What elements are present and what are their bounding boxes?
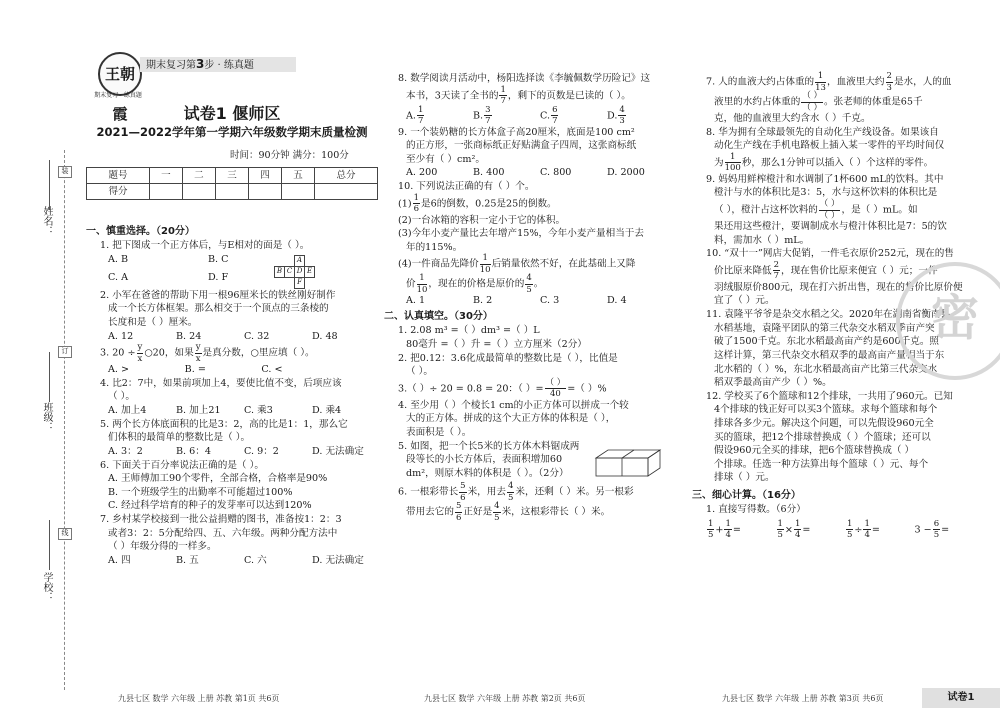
options-row: C. A D. F	[108, 271, 229, 283]
calc-item: $\frac{1}{5}$ ÷ $\frac{1}{4}$ =	[847, 518, 880, 541]
question: 10. “双十一”网店大促销，一件毛衣原价252元，现在的售	[706, 248, 954, 260]
question: 12. 学校买了6个篮球和12个排球，一共用了960元。已知	[706, 390, 953, 402]
question: 9. 一个装奶糖的长方体盒子高20厘米，底面是100 cm²	[398, 126, 635, 138]
binding-tag: 装	[58, 166, 72, 178]
question-5-block: 5. 如图，把一个长5米的长方体木料锯成两 段等长的小长方体后，表面积增加60 dm²，则原木料的体积是（ ）。（2分）	[384, 440, 674, 481]
brand-logo: 王朝霞	[98, 52, 142, 96]
cuboid-figure	[594, 448, 664, 478]
class-line	[49, 352, 50, 402]
page-footer: 九县七区 数学 六年级 上册 苏教 第1页 共6页	[118, 694, 280, 703]
name-line	[49, 160, 50, 210]
watermark-stamp: 密	[896, 262, 1000, 380]
question: 4. 至少用（ ）个棱长1 cm的小正方体可以拼成一个较	[398, 399, 629, 411]
brand-logo-sub: 期末复习 · 练真题	[94, 92, 142, 99]
options-row: A. 加上4 B. 加上21 C. 乘3 D. 乘4	[108, 405, 342, 417]
question: 11. 袁隆平爷爷是杂交水稻之父。2020年在湖南省衡南县	[706, 309, 951, 321]
column-1: 一、慎重选择。（20分） 1. 把下图成一个正方体后，与E相对的面是（ ）。 A. B B. C C. A D. F A B C D E F 2. 小军在爸爸的帮助下用一根96厘米长的铁丝刚好制作 成一个长方体框架。那么相交于一个顶点的三条棱的 长度和是（ ）厘米。 A. 12 B. 24 C. 32 D. 48 3. 20 ÷ $\frac{y}{x}$ ○20，如果 $\frac{y}{x}$ 是真分数，○里应填（ ）。 A. > B. = C. < 4. 比2：7中，如果前项加上4，要使比值不变，后项应该 （ ）。 A. 加上4 B. 加上21 C. 乘3 D. 乘4 5. 两个长方体底面积的比是3：2，高的比是1：1，那么它 们体积的最简单的整数比是（ ）。 A. 3：2 B. 6：4 C. 9：2 D. 无法确定 6. 下面关于百分率说法正确的是（ ）。 A. 王师傅加工90个零件，全部合格，合格率是90% B. 一个班级学生的出勤率不可能超过100% C. 经过科学培育的种子的发芽率可以达到120% 7. 乡村某学校接到一批公益捐赠的图书，准备按1：2：3 或者3：2：5分配给四、五、六年级。两种分配方法中 （ ）年级分得的一样多。 A. 四 B. 五 C. 六 D. 无法确定	[86, 225, 380, 567]
option: B. 一个班级学生的出勤率不可能超过100%	[108, 486, 293, 498]
name-label: 姓名：	[41, 206, 52, 236]
options-row: A. > B. = C. <	[108, 364, 283, 376]
q1-options-block	[86, 253, 380, 289]
question: 8. 数学阅读月活动中，杨阳选择读《李毓佩数学历险记》这	[398, 73, 651, 84]
paper-label: 试卷1	[922, 688, 1000, 708]
question: 5. 两个长方体底面积的比是3：2，高的比是1：1，那么它	[100, 418, 348, 430]
question: 1. 直接写得数。（6分）	[706, 504, 806, 516]
section-heading: 三、细心计算。（16分）	[692, 490, 801, 502]
exam-title: 试卷1 偃师区	[183, 104, 281, 123]
question: 3.（ ）÷ 20 = 0.8 = 20：（ ）= $\frac{( )}{40}$ =（ ）%	[398, 377, 607, 400]
score-table: 题号 一 二 三 四 五 总分 得分	[86, 167, 378, 200]
section-heading: 二、认真填空。（30分）	[384, 311, 493, 323]
column-2: 8. 数学阅读月活动中，杨阳选择读《李毓佩数学历险记》这 本书，3天读了全书的 $\frac{1}{7}$ ，剩下的页数是已读的（ ）。 A. $\frac{1}{7}$ B. $\frac{3}{7}$ C. $\frac{6}{7}$ D. $\frac{4}{3}$ 9. 一个装奶糖的长方体盒子高20厘米，底面是100 cm² 的正方形，一张商标纸正好贴满盒子四周，这张商标纸 至少有（ ）cm²。 A. 200 B. 400 C. 800 D. 2000 10. 下列说法正确的有（ ）个。 (1) $\frac{1}{6}$ 是6的倒数，0.25是25的倒数。 (2)一台冰箱的容积一定小于它的体积。 (3)今年小麦产量比去年增产15%，今年小麦产量相当于去 年的115%。 (4)一件商品先降价 $\frac{1}{10}$ 后销量依然不好，在此基础上又降 价 $\frac{1}{10}$ ，现在的价格是原价的 $\frac{4}{5}$ 。 A. 1 B. 2 C. 3 D. 4 二、认真填空。（30分） 1. 2.08 m³ =（ ）dm³ =（ ）L 80毫升 =（ ）升 =（ ）立方厘米（2分） 2. 把0.12：3.6化成最简单的整数比是（ ），比值是 （ ）。 3.（ ）÷ 20 = 0.8 = 20：（ ）= $\frac{( )}{40}$ =（ ）% 4. 至少用（ ）个棱长1 cm的小正方体可以拼成一个较 大的正方体。拼成的这个大正方体的体积是（ ）， 表面积是（ ）。 5. 如图，把一个长5米的长方体木料锯成两 段等长的小长方体后，表面积增加60 dm²，则原木料的体积是（ ）。（2分） 6. 一根彩带长 $\frac{5}{6}$ 米，用去 $\frac{4}{5}$ 米，还剩（ ）米。另一根彩 带用去它的 $\frac{5}{6}$ 正好是 $\frac{4}{5}$ 米，这根彩带长（ ）米。	[384, 72, 674, 522]
page-footer: 九县七区 数学 六年级 上册 苏教 第2页 共6页	[424, 694, 586, 703]
page-footer: 九县七区 数学 六年级 上册 苏教 第3页 共6页	[722, 694, 884, 703]
options-row: A. 1 B. 2 C. 3 D. 4	[406, 295, 627, 307]
question: 4. 比2：7中，如果前项加上4，要使比值不变，后项应该	[100, 377, 342, 389]
question: 5. 如图，把一个长5米的长方体木料锯成两	[398, 440, 580, 452]
calc-item: $\frac{1}{5}$ × $\frac{1}{4}$ =	[777, 518, 811, 541]
options-row: A. B B. C	[108, 253, 229, 265]
question: 6. 一根彩带长 $\frac{5}{6}$ 米，用去 $\frac{4}{5}$ 米，还剩（ ）米。另一根彩	[398, 481, 634, 503]
binding-tag: 线	[58, 528, 72, 540]
school-label: 学校：	[41, 572, 52, 602]
options-row: A. $\frac{1}{7}$ B. $\frac{3}{7}$ C. $\frac{6}{7}$ D. $\frac{4}{3}$	[406, 104, 625, 127]
question: 1. 2.08 m³ =（ ）dm³ =（ ）L	[398, 325, 540, 337]
question: 3. 20 ÷ $\frac{y}{x}$ ○20，如果 $\frac{y}{x}$ 是真分数，○里应填（ ）。	[100, 342, 315, 364]
question: 10. 下列说法正确的有（ ）个。	[398, 181, 535, 193]
option: C. 经过科学培育的种子的发芽率可以达到120%	[108, 500, 312, 512]
section-heading: 一、慎重选择。（20分）	[86, 226, 195, 237]
exam-subtitle: 2021—2022学年第一学期六年级数学期末质量检测	[96, 125, 368, 139]
school-line	[49, 520, 50, 570]
options-row: A. 12 B. 24 C. 32 D. 48	[108, 330, 338, 342]
options-row: A. 200 B. 400 C. 800 D. 2000	[406, 167, 645, 179]
calc-item: 3 − $\frac{6}{5}$ =	[914, 518, 950, 541]
question: 7. 人的血液大约占体重的 $\frac{1}{13}$ ，血液里大约 $\frac{2}{3}$ 是水，人的血	[706, 71, 952, 93]
options-row: A. 四 B. 五 C. 六 D. 无法确定	[108, 554, 364, 566]
question: 2. 小军在爸爸的帮助下用一根96厘米长的铁丝刚好制作	[100, 289, 336, 301]
option: A. 王师傅加工90个零件，全部合格，合格率是90%	[108, 473, 328, 485]
exam-time: 时间：90分钟 满分：100分	[230, 150, 349, 161]
question: 8. 华为拥有全球最领先的自动化生产线设备。如果该自	[706, 126, 939, 138]
binding-tag: 订	[58, 346, 72, 358]
question: 6. 下面关于百分率说法正确的是（ ）。	[100, 459, 264, 471]
class-label: 班级：	[41, 402, 52, 432]
step-banner: 期末复习第3步 · 练真题	[140, 57, 296, 72]
binding-dashed-line	[64, 150, 65, 690]
question: 1. 把下图成一个正方体后，与E相对的面是（ ）。	[100, 240, 310, 252]
options-row: A. 3：2 B. 6：4 C. 9：2 D. 无法确定	[108, 445, 364, 457]
question: 9. 妈妈用鲜榨橙汁和水调制了1杯600 mL的饮料。其中	[706, 173, 944, 185]
question: 7. 乡村某学校接到一批公益捐赠的图书，准备按1：2：3	[100, 513, 342, 525]
question: 2. 把0.12：3.6化成最简单的整数比是（ ），比值是	[398, 352, 618, 364]
column-3: 7. 人的血液大约占体重的 $\frac{1}{13}$ ，血液里大约 $\frac{2}{3}$ 是水，人的血 液里的水约占体重的 $\frac{( )}{( )}$ 。张老师的体重是65千 克，他的血液里大约含水（ ）千克。 8. 华为拥有全球最领先的自动化生产线设备。如果该自 动化生产线在手机电路板上插入某一零件的平均时间仅 为 $\frac{1}{100}$ 秒，那么1分钟可以插入（ ）个这样的零件。 9. 妈妈用鲜榨橙汁和水调制了1杯600 mL的饮料。其中 橙汁与水的体积比是3：5，水与这杯饮料的体积比是 （ ），橙汁占这杯饮料的 $\frac{( )}{( )}$ ，是（ ）mL。如 果还用这些橙汁，要调制成水与橙汁体积比是7：5的饮 料，需加水（ ）mL。 10. “双十一”网店大促销，一件毛衣原价252元，现在的售 价比原来降低 $\frac{2}{7}$ ，现在售价比原来便宜（ ）元；一件 羽绒服原价800元，现在打六折出售，现在的售价比原价便 宜了（ ）元。 11. 袁隆平爷爷是杂交水稻之父。2020年在湖南省衡南县 水稻基地，袁隆平团队的第三代杂交水稻双季亩产突 破了1500千克。东北水稻最高亩产约是600千克。照 这样计算，第三代杂交水稻双季的最高亩产量相当于东 北水稻的（ ）%，东北水稻最高亩产比第三代杂交水 稻双季最高亩产少（ ）%。 12. 学校买了6个篮球和12个排球，一共用了960元。已知 4个排球的钱正好可以买3个篮球。求每个篮球和每个 排球各多少元。解决这个问题，可以先假设960元全 买的篮球，把12个排球替换成（ ）个篮球；还可以 假设960元全买的排球，把6个篮球替换成（ ） 个排球。任选一种方法算出每个篮球（ ）元、每个 排球（ ）元。 三、细心计算。（16分） 1. 直接写得数。（6分） $\frac{1}{5}$ + $\frac{1}{4}$ = $\frac{1}{5}$ × $\frac{1}{4}$ = $\frac{1}{5}$ ÷ $\frac{1}{4}$ = 3 − $\frac{6}{5}$ =	[692, 72, 984, 540]
cube-net-figure: A B C D E F	[274, 255, 315, 289]
calc-row	[692, 520, 984, 540]
calc-item: $\frac{1}{5}$ + $\frac{1}{4}$ =	[708, 518, 741, 541]
